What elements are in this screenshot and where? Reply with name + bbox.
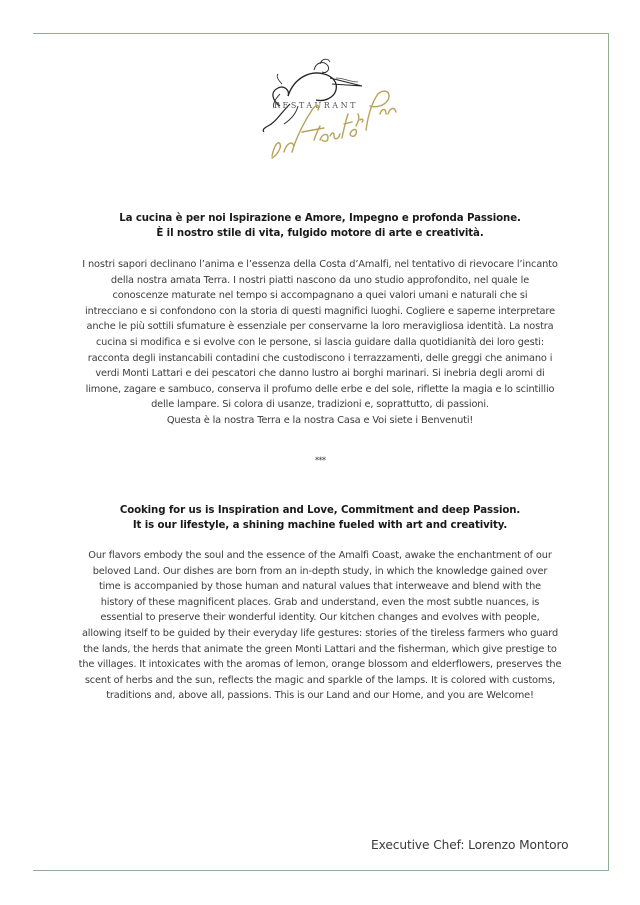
italian-body-line: intrecciano e si confondono con la storia di questi magnifici luoghi. Cogliere e saperne interpretare — [85, 305, 555, 317]
italian-intro-line: La cucina è per noi Ispirazione e Amore, Impegno e profonda Passione. — [119, 213, 521, 224]
english-body-line: traditions and, above all, passions. This is our Land and our Home, and you are Welcome! — [106, 690, 534, 702]
english-body-line: time is accompanied by those human and natural values that interweave and blend with the — [98, 581, 542, 593]
english-body-line: the villages. It intoxicates with the aromas of lemon, orange blossom and elderflowers, preserves the — [78, 659, 562, 671]
english-intro-line: It is our lifestyle, a shining machine fueled with art and creativity. — [132, 520, 508, 531]
italian-intro-line: È il nostro stile di vita, fulgido motore di arte e creatività. — [156, 228, 484, 239]
logo-restaurant-text: RESTAURANT — [274, 101, 358, 110]
english-body-line: essential to preserve their wonderful identity. Our kitchen changes and evolves with people, — [100, 612, 540, 624]
italian-body-line: conoscenze maturate nel tempo si accompagnano a quei valori umani e naturali che si — [112, 290, 528, 302]
italian-body-line: racconta degli instancabili contadini che custodiscono i terrazzamenti, delle greggi che animano i — [87, 352, 553, 364]
english-intro — [60, 503, 580, 533]
english-intro-line: Cooking for us is Inspiration and Love, Commitment and deep Passion. — [119, 505, 521, 516]
italian-intro — [60, 211, 580, 241]
english-body-line: beloved Land. Our dishes are born from an in-depth study, in which the knowledge gained over — [92, 565, 548, 577]
english-body-line: history of these magnificent places. Grab and understand, even the most subtle nuances, is — [100, 596, 540, 608]
italian-body — [54, 257, 586, 429]
english-body-line: Our flavors embody the soul and the essence of the Amalfi Coast, awake the enchantment of our — [88, 550, 552, 561]
italian-body-line: verdi Monti Lattari e dei pescatori che danno lustro ai borghi marinari. Si inebria degli aromi di — [95, 368, 545, 380]
logo-satyr-icon — [250, 48, 400, 166]
italian-body-line: cucina si modifica e si evolve con le persone, si lascia guidare dalla quotidianità dei loro gesti: — [95, 336, 545, 348]
italian-body-line: anche le più sottili sfumature è essenziale per conservarne la loro meravigliosa identità. La nostra — [86, 321, 554, 333]
section-separator: *** — [314, 456, 326, 466]
english-body — [54, 548, 586, 704]
chef-signature: Executive Chef: Lorenzo Montoro — [371, 838, 569, 852]
italian-body-line: Questa è la nostra Terra e la nostra Casa e Voi siete i Benvenuti! — [166, 414, 474, 426]
italian-body-line: limone, zagare e sambuco, conserva il profumo delle erbe e del sole, riflette la magia e lo scintillio — [85, 383, 555, 395]
italian-body-line: delle lampare. Si colora di usanze, tradizioni e, soprattutto, di passioni. — [151, 399, 489, 411]
english-body-line: the lands, the herds that animate the green Monti Lattari and the fisherman, which give prestige to — [83, 643, 557, 655]
english-body-line: allowing itself to be guided by their everyday life gestures: stories of the tireless farmers who guard — [81, 627, 559, 639]
italian-body-line: della nostra amata Terra. I nostri piatti nascono da uno studio approfondito, nel quale le — [110, 274, 530, 286]
italian-body-line: I nostri sapori declinano l’anima e l’essenza della Costa d’Amalfi, nel tentativo di rievocare l’incanto — [82, 259, 558, 270]
restaurant-logo — [250, 48, 400, 166]
english-body-line: scent of herbs and the sun, reflects the magic and sparkle of the lamps. It is colored with customs, — [84, 674, 556, 686]
